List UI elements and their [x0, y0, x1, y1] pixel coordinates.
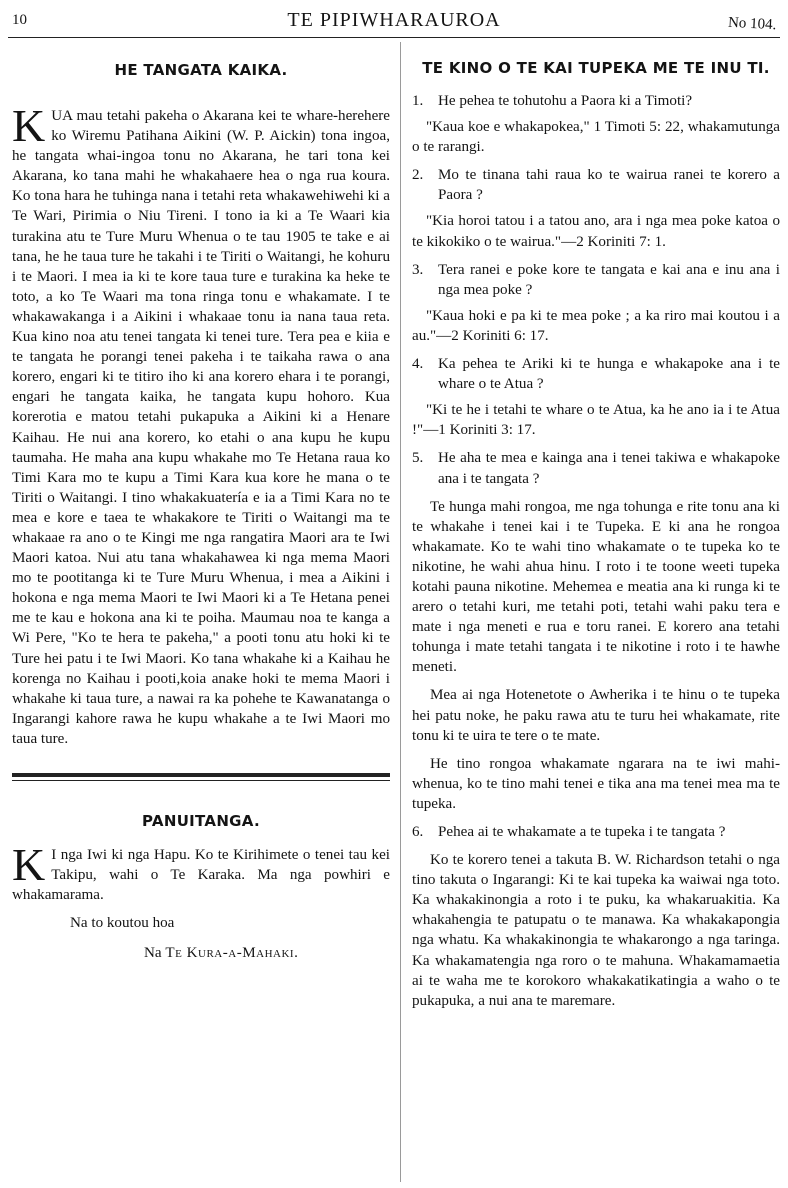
notice-signature	[12, 943, 390, 963]
drop-cap: K	[12, 100, 46, 151]
article-title: HE TANGATA KAIKA.	[114, 61, 288, 79]
notice-drop-cap: K	[12, 839, 46, 890]
question-number: 2.	[412, 167, 424, 184]
question-number: 1.	[412, 93, 424, 109]
notice-title: PANUITANGA.	[142, 812, 260, 830]
question-3	[412, 260, 780, 300]
question-text: Ka pehea te Ariki ki te hunga e whakapoke ana i te whare o te Atua ?	[438, 356, 780, 393]
column-divider	[400, 42, 401, 1182]
right-column	[412, 50, 780, 1011]
question-2	[412, 165, 780, 205]
left-column	[12, 50, 390, 963]
question-number: 5.	[412, 450, 424, 467]
notice-text: I nga Iwi ki nga Hapu. Ko te Kirihimete o tenei tau kei Takipu, wahi o Te Karaka. Ma nga powhiri e whakamarama.	[12, 847, 390, 904]
question-5	[412, 448, 780, 488]
question-text: He aha te mea e kainga ana i tenei takiwa e whakapoke ana i te tangata ?	[438, 450, 780, 487]
question-number: 4.	[412, 356, 424, 373]
issue-number: No 104.	[727, 14, 777, 34]
answer-paragraph-2: Mea ai nga Hotenetote o Awherika i te hinu o te tupeka hei patu noke, he paku rawa atu te turu hei whakamate, rite tonu ki te uira te tere o te mate.	[412, 687, 780, 744]
answer-quote-1: "Kaua koe e whakapokea," 1 Timoti 5: 22, whakamutunga o te rarangi.	[412, 119, 780, 156]
signature-prefix: Na	[144, 945, 162, 962]
page-number: 10	[12, 12, 27, 28]
header-rule	[8, 37, 780, 38]
question-1	[412, 91, 780, 111]
answer-quote-4: "Ki te he i tetahi te whare o te Atua, ka he ano ia i te Atua !"—1 Koriniti 3: 17.	[412, 402, 780, 439]
question-text: Pehea ai te whakamate a te tupeka i te tangata ?	[438, 824, 726, 840]
article-body	[12, 100, 390, 749]
answer-paragraph-4: Ko te korero tenei a takuta B. W. Richardson tetahi o nga tino takuta o Ingarangi: Ki te kai tupeka ka waiwai nga toto. Ka whakakinongia a roto i te puku, ka whakaruakitia. Ka whakahengia te patupatu o te manawa. Ka whakakapongia nga whatu. Ka whakakinongia te whakarongo a nga taringa. Ka whakamatengia nga roro o te mahuna. Whakamamaetia ai te waha me te korokoro whakakatikatingia a waho o te pukapuka, a nui ana te maremare.	[412, 852, 780, 1009]
answer-quote-3: "Kaua hoki e pa ki te mea poke ; a ka riro mai koutou i a au."—2 Koriniti 6: 17.	[412, 307, 780, 344]
answer-quote-2: "Kia horoi tatou i a tatou ano, ara i nga mea poke katoa o te kikokiko o te wairua."—2 Koriniti 7: 1.	[412, 213, 780, 250]
question-4	[412, 354, 780, 394]
divider-thick-rule	[12, 773, 390, 777]
notice-greeting: Na to koutou hoa	[70, 915, 175, 932]
question-6	[412, 822, 780, 842]
question-number: 6.	[412, 824, 424, 840]
answer-paragraph-3: He tino rongoa whakamate ngarara na te iwi mahi-whenua, ko te tino mahi tenei e tika ana ma tenei mea ma te tupeka.	[412, 755, 780, 812]
question-text: Mo te tinana tahi raua ko te wairua ranei te korero a Paora ?	[438, 167, 780, 204]
answer-paragraph-1: Te hunga mahi rongoa, me nga tohunga e rite tonu ana ki te whakahe i tenei kai i te Tupeka. E ki ana he rongoa whakamate. Ko te wahi tino whakamate o te tupeka ko te nikotine, he wahi ahua hinu. I roto i te toone weeti tupeka kotahi pauna nikotine. Mehemea e meatia ana ki runga ki te arero o tetahi kuri, me tetahi poti, tetahi wahi paku tera e mate i nga meneti e rua e toru ranei. E korero ana tetahi tohunga i mate tetahi tangata i te nikotine i roto i te hawhe meneti.	[412, 498, 780, 676]
article-title-tobacco: TE KINO O TE KAI TUPEKA ME TE INU TI.	[422, 59, 770, 77]
page-header	[8, 6, 780, 36]
question-text: Tera ranei e poke kore te tangata e kai ana e inu ana i nga mea poke ?	[438, 261, 780, 298]
question-number: 3.	[412, 261, 424, 278]
article-text: UA mau tetahi pakeha o Akarana kei te whare-herehere ko Wiremu Patihana Aikini (W. P. Aickin) tona ingoa, he tangata whai-ingoa tonu no Akarana, he tari tona kei Akarana, ko tana mahi he whakahaere hea o nga rua koura. Ko tona hara he tuhinga nana i tetahi reta whakawehiwehi ki a Te Wari, Pirimia o Niu Tireni. I tono ia ki a Te Waari kia turakina atu te Ture Muru Whenua o te tau 1905 te take e ai tana, he he taua ture he takahi i te Tiriti o Waitangi, he kohuru i te Maori. I mea ia ki te kore taua ture e turakina ka heke te toto, a ko Te Waari ma tona ringa tonu e whakamate. I te whakawakanga i a Aikini i whakaae tonu ia nana taua reta. Kua kino noa atu tenei tangata ki tenei ture. Tera pea e kiia e te tangata he porangi tenei pakeha i te taikaha rawa o ana korero, engari ki te titiro iho ki ana korero ehara i te porangi, engari he tangata kaika, he tangata kupu hohoro. Kua korerotia e matou tetahi pukapuka a Aikini ki a Henare Kaihau. He nui ana korero, ko etahi o ana kupu he kupu taumaha. He maha ana kupu whakahe mo Te Hetana raua ko Timi Kara mo te kupu a Timi Kara kua kore he mana o te Tiriti o Waitangi. I tino whakakuatería e ia a Timi Kara no te mea e kore e taea te whakakore te Tiriti o Waitangi ma te whakaae ra ano o te Kingi me nga rangatira Maori ara te Iwi Maori katoa. Nui atu tana whakahawea ki nga mema Maori mo te pootitanga ki te Ture Muru Whenua, i mea a Aikini i hokona e nga mema Maori te Iwi Maori ki a Te Hetana penei me te kau e hokona ana ki te poiha. Maumau noa te kanga a Wi Pere, "Ko te hera te pakeha," a pooti tonu atu hoki ki te Ture hei patu i te Iwi Maori. Ko tana whakahe ki a Kaihau he korenga no Kaihau i pooti,koia anake hoki te mema Maori i whakahe ki taua ture, a nawai ra ka pohehe te Kawanatanga o Ingarangi kahore rawa he kupu whakahe a te Iwi Maori mo taua ture.	[12, 108, 390, 747]
section-divider	[12, 773, 390, 781]
notice-body	[12, 839, 390, 905]
question-text: He pehea te tohutohu a Paora ki a Timoti?	[438, 93, 693, 109]
divider-thin-rule	[12, 780, 390, 781]
running-title: TE PIPIWHARAUROA	[287, 9, 501, 31]
signature-name: Te Kura-a-Mahaki.	[165, 945, 299, 962]
